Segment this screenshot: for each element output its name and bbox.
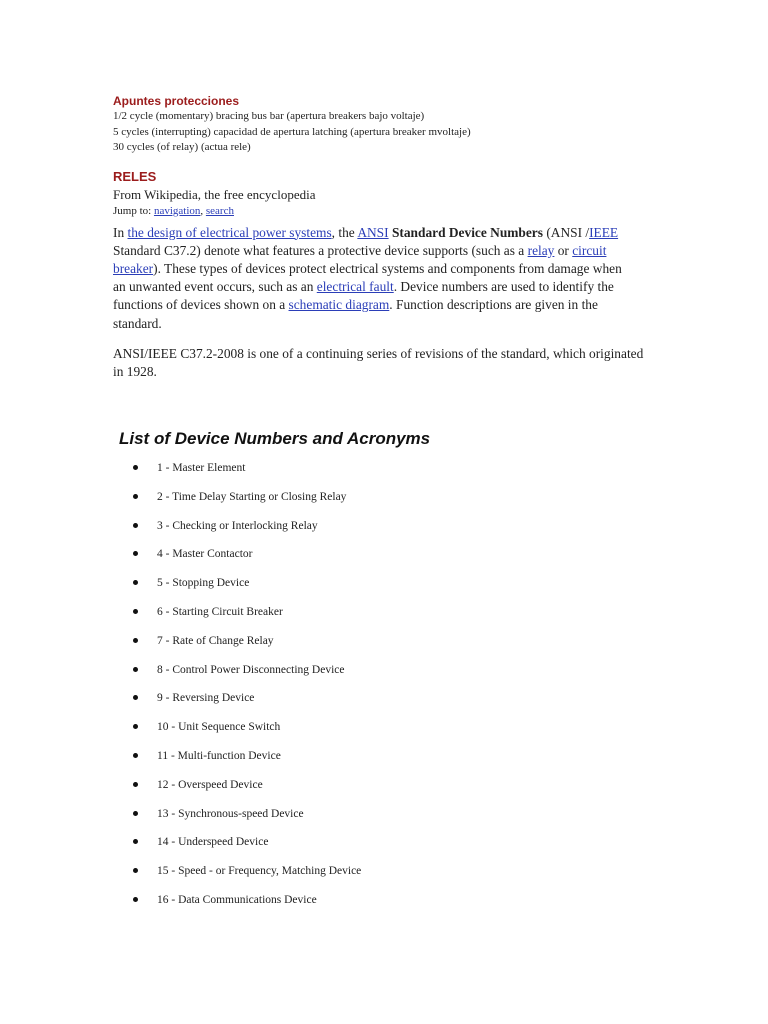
list-item-label: 7 - Rate of Change Relay — [157, 634, 274, 647]
document-page — [113, 92, 653, 381]
search-link[interactable]: search — [205, 204, 234, 217]
navigation-link[interactable]: navigation — [153, 204, 201, 217]
jump-to-line — [113, 204, 653, 219]
notes-line: 5 cycles (interrupting) capacidad de apertura latching (apertura breaker mvoltaje) — [113, 125, 471, 138]
bullet-icon — [133, 667, 138, 672]
bullet-icon — [133, 551, 138, 556]
list-item — [131, 487, 361, 516]
revision-paragraph: ANSI/IEEE C37.2-2008 is one of a continuing series of revisions of the standard, which originated in 1928. — [113, 345, 644, 379]
notes-line: 1/2 cycle (momentary) bracing bus bar (apertura breakers bajo voltaje) — [113, 110, 425, 122]
bullet-icon — [133, 523, 138, 528]
list-item — [131, 746, 361, 775]
list-item — [131, 804, 361, 833]
text-run: ). These types of devices protect electrical systems and components from damage when an unwanted event occurs, such as an — [113, 260, 622, 295]
list-item — [131, 544, 361, 573]
jump-separator: , — [200, 204, 206, 217]
bullet-icon — [133, 465, 138, 470]
list-item — [131, 458, 361, 487]
text-run: , the — [331, 224, 358, 240]
list-item — [131, 602, 361, 631]
list-item-label: 3 - Checking or Interlocking Relay — [157, 519, 318, 532]
text-run: or — [554, 242, 573, 258]
ansi-link[interactable]: ANSI — [357, 224, 389, 240]
list-item-label: 4 - Master Contactor — [157, 548, 253, 561]
text-run: . Device numbers are used to identify the functions of devices shown on a — [113, 279, 614, 313]
list-item — [131, 573, 361, 602]
list-item-label: 11 - Multi-function Device — [157, 749, 281, 762]
notes-heading: Apuntes protecciones — [113, 94, 240, 108]
text-run: Standard C37.2) denote what features a protective device supports (such as a — [113, 242, 528, 258]
list-item-label: 2 - Time Delay Starting or Closing Relay — [157, 490, 347, 503]
list-item — [131, 832, 361, 861]
notes-line: 30 cycles (of relay) (actua rele) — [113, 141, 251, 153]
bullet-icon — [133, 609, 138, 614]
text-run: (ANSI / — [542, 224, 590, 240]
bullet-icon — [133, 782, 138, 787]
list-item-label: 12 - Overspeed Device — [157, 778, 263, 791]
intro-paragraph — [113, 224, 633, 333]
list-item-label: 5 - Stopping Device — [157, 577, 250, 590]
list-item — [131, 516, 361, 545]
list-item-label: 14 - Underspeed Device — [157, 836, 269, 849]
list-item-label: 10 - Unit Sequence Switch — [157, 721, 281, 734]
bullet-icon — [133, 695, 138, 700]
text-run: In — [113, 224, 128, 240]
list-item — [131, 688, 361, 717]
relay-link[interactable]: relay — [527, 242, 555, 258]
schematic-diagram-link[interactable]: schematic diagram — [288, 297, 390, 313]
device-list-heading: List of Device Numbers and Acronyms — [119, 429, 431, 448]
bullet-icon — [133, 839, 138, 844]
bullet-icon — [133, 638, 138, 643]
bullet-icon — [133, 897, 138, 902]
list-item — [131, 631, 361, 660]
bullet-icon — [133, 811, 138, 816]
design-power-systems-link[interactable]: the design of electrical power systems — [127, 224, 332, 240]
bullet-icon — [133, 494, 138, 499]
bullet-icon — [133, 868, 138, 873]
bullet-icon — [133, 724, 138, 729]
list-item-label: 6 - Starting Circuit Breaker — [157, 605, 283, 618]
article-source: From Wikipedia, the free encyclopedia — [113, 186, 316, 202]
list-item-label: 1 - Master Element — [157, 462, 246, 474]
list-item — [131, 890, 361, 919]
bullet-icon — [133, 580, 138, 585]
list-item — [131, 861, 361, 890]
list-item — [131, 660, 361, 689]
list-item-label: 15 - Speed - or Frequency, Matching Device — [157, 865, 362, 878]
list-item — [131, 775, 361, 804]
jump-to-label: Jump to: — [113, 204, 154, 217]
list-item-label: 16 - Data Communications Device — [157, 893, 317, 906]
electrical-fault-link[interactable]: electrical fault — [316, 279, 394, 295]
circuit-breaker-link[interactable]: circuit breaker — [113, 242, 607, 276]
article-heading: RELES — [113, 168, 157, 184]
list-item — [131, 717, 361, 746]
text-run: . Function descriptions are given in the standard. — [113, 297, 598, 331]
ieee-link[interactable]: IEEE — [589, 224, 619, 240]
bullet-icon — [133, 753, 138, 758]
list-item-label: 9 - Reversing Device — [157, 692, 255, 705]
standard-device-numbers-term: Standard Device Numbers — [391, 224, 543, 240]
list-item-label: 13 - Synchronous-speed Device — [157, 807, 304, 820]
list-item-label: 8 - Control Power Disconnecting Device — [157, 663, 345, 676]
device-number-list — [131, 458, 361, 919]
